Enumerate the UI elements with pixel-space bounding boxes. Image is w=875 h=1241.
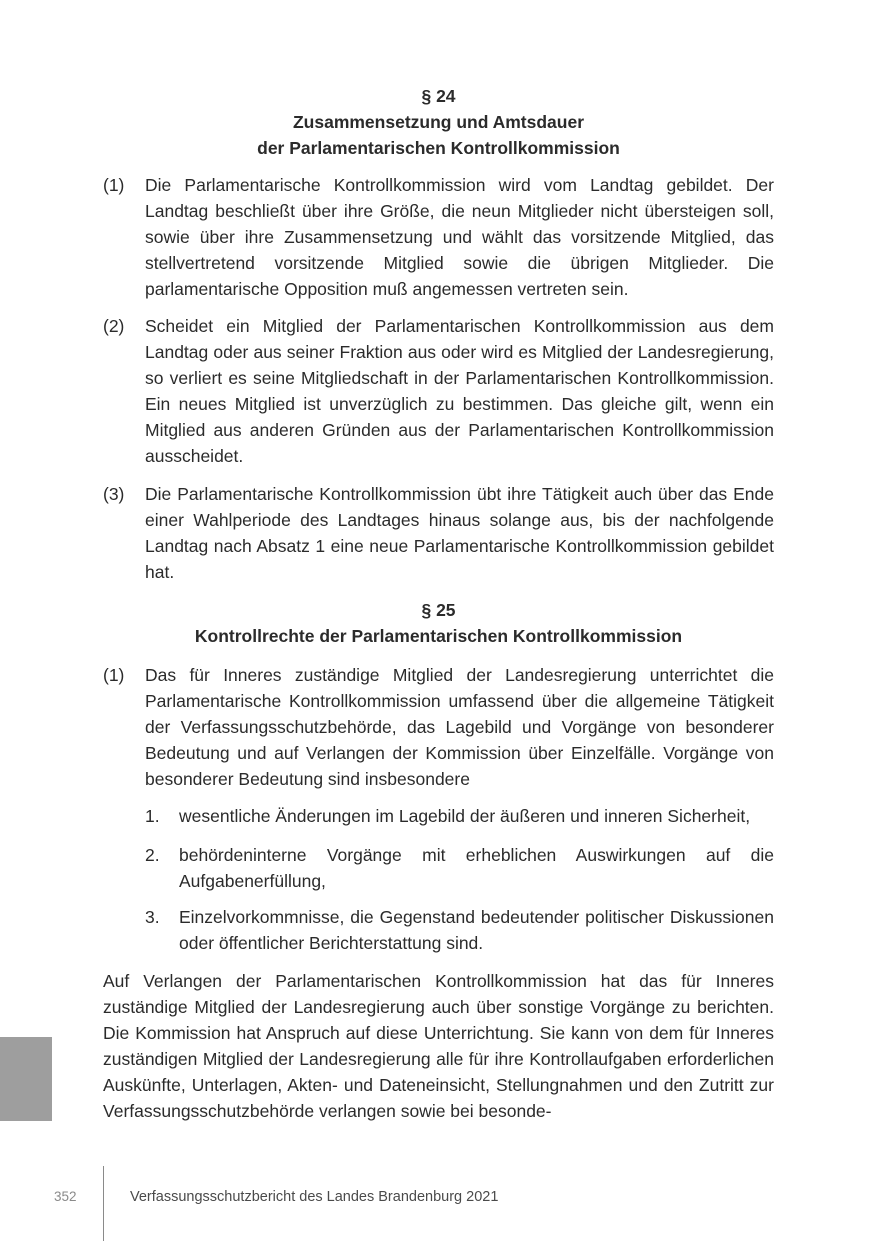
- section-24-paragraph-1: [103, 172, 774, 302]
- list-item-1: [145, 803, 774, 829]
- footer-divider: [103, 1166, 104, 1241]
- section-25-title: Kontrollrechte der Parlamentarischen Kontrollkommission: [194, 626, 683, 646]
- section-25-closing-text: Auf Verlangen der Parlamentarischen Kontrollkommission hat das für Inneres zuständige Mitglied der Landesregierung auch über sonstige Vorgänge zu berichten. Die Kommission hat Anspruch auf diese Unterrichtung. Sie kann von dem für Inneres zuständigen Mitglied der Landesregierung alle für ihre Kontrollaufgaben erforderlichen Auskünfte, Unterlagen, Akten- und Dateneinsicht, Stellungnahmen und den Zutritt zur Verfassungsschutzbehörde verlangen sowie bei besonde-: [103, 971, 774, 1121]
- paragraph-number: (1): [103, 175, 125, 195]
- paragraph-number: (1): [103, 665, 125, 685]
- paragraph-number: (3): [103, 484, 125, 504]
- list-item-text: Einzelvorkommnisse, die Gegenstand bedeutender politischer Diskussionen oder öffentlicher Berichterstattung sind.: [179, 907, 774, 953]
- list-item-2: [145, 842, 774, 894]
- list-item-number: 2.: [145, 845, 160, 865]
- list-item-text: behördeninterne Vorgänge mit erheblichen Auswirkungen auf die Aufgabenerfüllung,: [179, 845, 774, 891]
- paragraph-text: Das für Inneres zuständige Mitglied der Landesregierung unterrichtet die Parlamentarische Kontrollkommission umfassend über die allgemeine Tätigkeit der Verfassungsschutzbehörde, das Lagebild und Vorgänge von besonderer Bedeutung und auf Verlangen der Kommission über Einzelfälle. Vorgänge von besonderer Bedeutung sind insbesondere: [145, 665, 774, 789]
- section-24-paragraph-2: [103, 313, 774, 469]
- section-25-number: § 25: [421, 600, 456, 620]
- list-item-number: 1.: [145, 806, 160, 826]
- paragraph-text: Die Parlamentarische Kontrollkommission übt ihre Tätigkeit auch über das Ende einer Wahlperiode des Landtages hinaus solange aus, bis der nachfolgende Landtag nach Absatz 1 eine neue Parlamentarische Kontrollkommission gebildet hat.: [145, 484, 774, 582]
- section-24-heading: [103, 83, 774, 161]
- section-25-paragraph-1: [103, 662, 774, 792]
- chapter-thumb-tab: [0, 1037, 52, 1121]
- section-24-title-line2: der Parlamentarischen Kontrollkommission: [257, 138, 620, 158]
- page-number: 352: [54, 1189, 77, 1204]
- section-25-heading: [103, 597, 774, 649]
- list-item-text: wesentliche Änderungen im Lagebild der äußeren und inneren Sicherheit,: [179, 806, 751, 826]
- footer-title: Verfassungsschutzbericht des Landes Brandenburg 2021: [130, 1189, 499, 1205]
- section-24-number: § 24: [421, 86, 456, 106]
- section-24-paragraph-3: [103, 481, 774, 585]
- paragraph-text: Scheidet ein Mitglied der Parlamentarischen Kontrollkommission aus dem Landtag oder aus seiner Fraktion aus oder wird es Mitglied der Landesregierung, so verliert es seine Mitgliedschaft in der Parlamentarischen Kontrollkommission. Ein neues Mitglied ist unverzüglich zu bestimmen. Das gleiche gilt, wenn ein Mitglied aus anderen Gründen aus der Parlamentarischen Kontrollkommission ausscheidet.: [145, 316, 774, 466]
- list-item-3: [145, 904, 774, 956]
- section-24-title-line1: Zusammensetzung und Amtsdauer: [292, 112, 585, 132]
- list-item-number: 3.: [145, 907, 160, 927]
- paragraph-text: Die Parlamentarische Kontrollkommission wird vom Landtag gebildet. Der Landtag beschließt über ihre Größe, die neun Mitglieder nicht übersteigen soll, sowie über ihre Zusammensetzung und wählt das vorsitzende Mitglied, das stellvertretend vorsitzende Mitglied sowie die übrigen Mitglieder. Die parlamentarische Opposition muß angemessen vertreten sein.: [145, 175, 774, 299]
- paragraph-number: (2): [103, 316, 125, 336]
